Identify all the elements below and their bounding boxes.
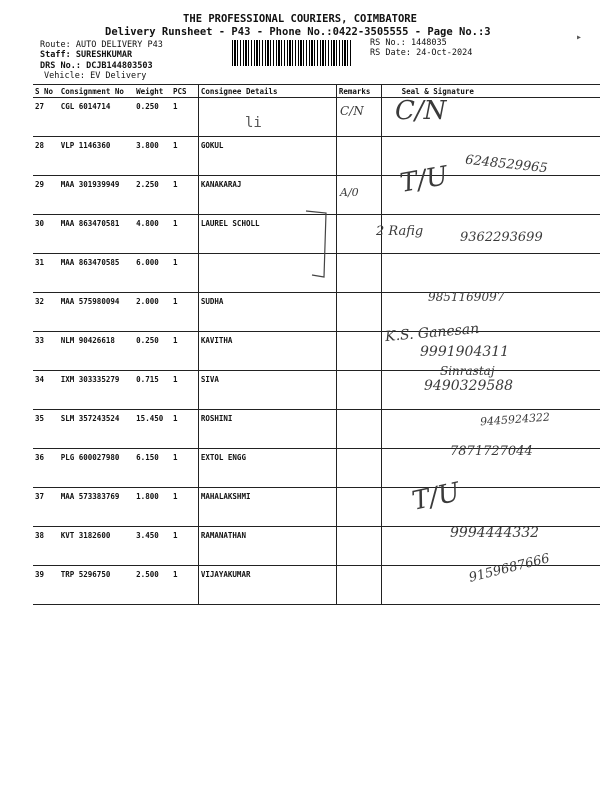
col-header-weight: Weight	[134, 85, 171, 98]
drs-line	[40, 61, 153, 71]
rs-date-value: 24-Oct-2024	[416, 48, 473, 58]
cell-pcs: 1	[171, 527, 198, 566]
signature-34-name: Sinrastaj	[440, 364, 495, 378]
signature-35-phone: 9445924322	[479, 410, 551, 429]
staff-line	[40, 50, 132, 60]
cell-sno: 38	[33, 527, 59, 566]
cell-consignment-no: MAA 863470581	[59, 215, 134, 254]
table-row	[33, 98, 600, 137]
cell-remarks	[336, 449, 381, 488]
cell-consignee: ROSHINI	[198, 410, 336, 449]
cell-consignee: SIVA	[198, 371, 336, 410]
cell-pcs: 1	[171, 137, 198, 176]
cell-sno: 37	[33, 488, 59, 527]
cell-sno: 27	[33, 98, 59, 137]
cell-consignee: RAMANATHAN	[198, 527, 336, 566]
cell-consignment-no: MAA 575980094	[59, 293, 134, 332]
cell-pcs: 1	[171, 410, 198, 449]
signature-32-phone: 9851169097	[428, 290, 505, 304]
cell-sno: 36	[33, 449, 59, 488]
route-line	[40, 40, 163, 50]
table-row	[33, 332, 600, 371]
cell-remarks	[336, 488, 381, 527]
signature-36-phone: 7871727044	[450, 444, 533, 459]
document-title: THE PROFESSIONAL COURIERS, COIMBATORE	[183, 13, 417, 25]
signature-30: 2 Rafig	[376, 224, 424, 239]
cell-remarks	[336, 137, 381, 176]
cell-sno: 28	[33, 137, 59, 176]
cell-weight: 4.800	[134, 215, 171, 254]
signature-34-phone: 9490329588	[424, 378, 514, 394]
cell-consignment-no: MAA 863470585	[59, 254, 134, 293]
cell-consignee: VIJAYAKUMAR	[198, 566, 336, 605]
cell-sno: 34	[33, 371, 59, 410]
cell-remarks	[336, 254, 381, 293]
tick-mark: li	[245, 115, 262, 131]
cell-consignee: LAUREL SCHOLL	[198, 215, 336, 254]
remark-handwriting-29: A/0	[340, 186, 359, 199]
cell-pcs: 1	[171, 371, 198, 410]
signature-33-name: K.S. Ganesan	[384, 320, 480, 346]
col-header-pcs: PCS	[171, 85, 198, 98]
cell-weight: 15.450	[134, 410, 171, 449]
cell-weight: 3.450	[134, 527, 171, 566]
cell-weight: 2.500	[134, 566, 171, 605]
cell-pcs: 1	[171, 488, 198, 527]
col-header-signature: Seal & Signature	[381, 85, 600, 98]
cell-weight: 2.250	[134, 176, 171, 215]
cell-weight: 6.000	[134, 254, 171, 293]
route-value: AUTO DELIVERY P43	[75, 40, 163, 50]
cell-sno: 39	[33, 566, 59, 605]
cell-consignment-no: KVT 3182600	[59, 527, 134, 566]
rs-no-label: RS No.:	[370, 38, 406, 48]
cell-remarks	[336, 371, 381, 410]
rs-date-line	[370, 48, 472, 58]
cell-sno: 29	[33, 176, 59, 215]
remark-handwriting-27: C/N	[340, 104, 364, 118]
bracket-mark	[300, 205, 340, 285]
table-row	[33, 488, 600, 527]
cell-signature	[381, 254, 600, 293]
cell-remarks	[336, 215, 381, 254]
cell-consignment-no: MAA 301939949	[59, 176, 134, 215]
rs-number-line	[370, 38, 447, 48]
cell-pcs: 1	[171, 449, 198, 488]
cell-remarks	[336, 410, 381, 449]
cell-pcs: 1	[171, 176, 198, 215]
cell-weight: 3.800	[134, 137, 171, 176]
cell-remarks	[336, 293, 381, 332]
cell-remarks	[336, 527, 381, 566]
staff-value: SURESHKUMAR	[75, 50, 133, 60]
cell-sno: 35	[33, 410, 59, 449]
signature-29: T/U	[397, 161, 451, 199]
cell-consignment-no: CGL 6014714	[59, 98, 134, 137]
cell-consignee	[198, 98, 336, 137]
cell-consignment-no: PLG 600027980	[59, 449, 134, 488]
col-header-consignee: Consignee Details	[198, 85, 336, 98]
cell-sno: 32	[33, 293, 59, 332]
cell-sno: 31	[33, 254, 59, 293]
cell-pcs: 1	[171, 254, 198, 293]
signature-39-phone: 9159687666	[467, 551, 552, 586]
cell-consignee: MAHALAKSHMI	[198, 488, 336, 527]
cell-pcs: 1	[171, 215, 198, 254]
vehicle-label: Vehicle:	[44, 71, 85, 81]
cell-weight: 6.150	[134, 449, 171, 488]
cell-consignment-no: VLP 1146360	[59, 137, 134, 176]
drs-label: DRS No.:	[40, 61, 81, 71]
cell-weight: 2.000	[134, 293, 171, 332]
cell-sno: 33	[33, 332, 59, 371]
rs-no-value: 1448035	[410, 38, 447, 48]
cell-consignment-no: NLM 90426618	[59, 332, 134, 371]
cell-pcs: 1	[171, 98, 198, 137]
cell-pcs: 1	[171, 293, 198, 332]
runsheet-subtitle: Delivery Runsheet - P43 - Phone No.:0422-3505555 - Page No.:3	[105, 26, 491, 38]
cell-consignee: KANAKARAJ	[198, 176, 336, 215]
drs-value: DCJB144803503	[86, 61, 153, 71]
vehicle-value: EV Delivery	[90, 71, 147, 81]
cell-weight: 0.250	[134, 332, 171, 371]
cell-consignee: GOKUL	[198, 137, 336, 176]
col-header-remarks: Remarks	[336, 85, 381, 98]
signature-37: T/U	[409, 477, 463, 517]
cell-consignment-no: TRP 5296750	[59, 566, 134, 605]
cell-consignee: EXTOL ENGG	[198, 449, 336, 488]
col-header-consignment: Consignment No	[59, 85, 134, 98]
corner-mark: ▸	[576, 32, 583, 43]
cell-sno: 30	[33, 215, 59, 254]
barcode-image	[232, 40, 352, 66]
vehicle-line	[44, 71, 146, 81]
signature-38-phone: 9994444332	[450, 525, 540, 541]
table-header-row	[33, 85, 600, 98]
cell-consignee: KAVITHA	[198, 332, 336, 371]
cell-pcs: 1	[171, 332, 198, 371]
signature-28-phone: 6248529965	[464, 152, 549, 177]
cell-consignee: SUDHA	[198, 293, 336, 332]
cell-consignment-no: SLM 357243524	[59, 410, 134, 449]
rs-date-label: RS Date:	[370, 48, 411, 58]
cell-pcs: 1	[171, 566, 198, 605]
cell-weight: 0.250	[134, 98, 171, 137]
cell-weight: 1.800	[134, 488, 171, 527]
cell-remarks	[336, 566, 381, 605]
route-label: Route:	[40, 40, 71, 50]
signature-27: C/N	[395, 96, 447, 126]
table-row	[33, 293, 600, 332]
table-row	[33, 371, 600, 410]
staff-label: Staff:	[40, 50, 71, 60]
cell-consignment-no: IXM 303335279	[59, 371, 134, 410]
cell-weight: 0.715	[134, 371, 171, 410]
signature-30-phone: 9362293699	[460, 230, 543, 245]
cell-consignment-no: MAA 573383769	[59, 488, 134, 527]
signature-33-phone: 9991904311	[420, 344, 510, 360]
cell-remarks	[336, 332, 381, 371]
col-header-sno: S No	[33, 85, 59, 98]
